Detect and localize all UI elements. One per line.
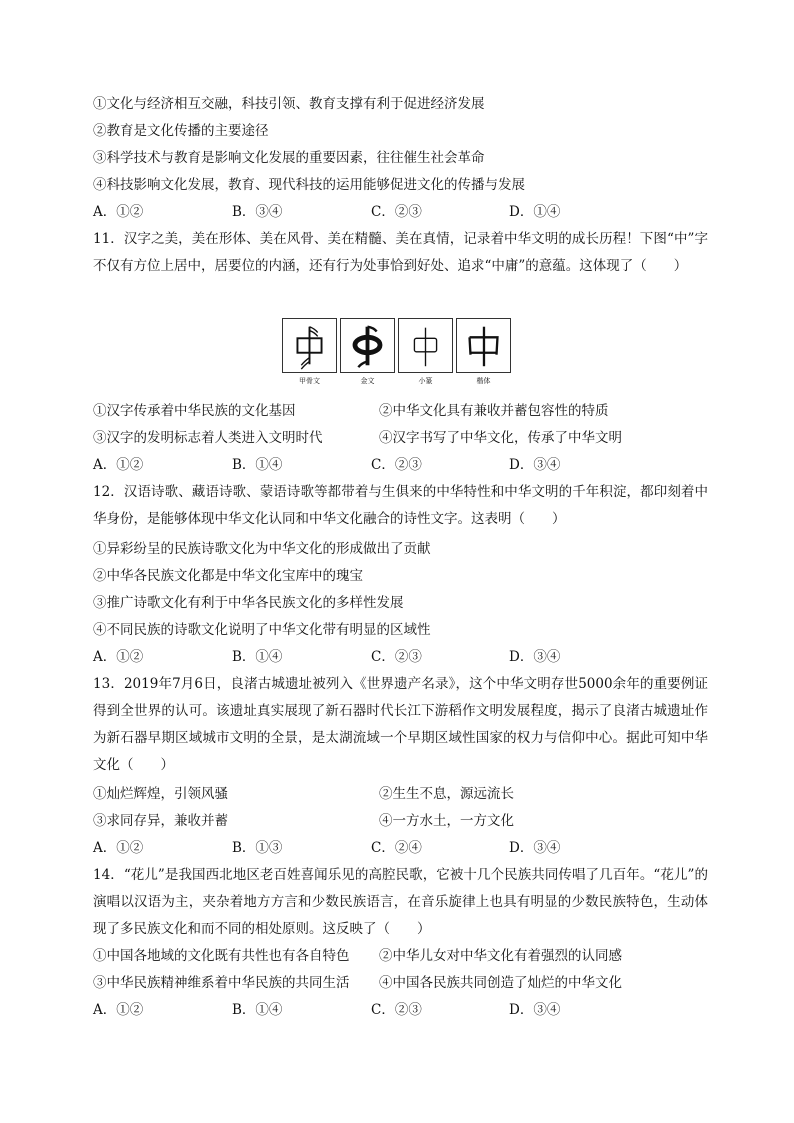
q11-option-c: C．②③ — [371, 457, 422, 473]
q12-stem: 12．汉语诗歌、藏语诗歌、蒙语诗歌等都带着与生俱来的中华特性和中华文明的千年积淀，都印刻着中华身份，是能够体现中华文化认同和中华文化融合的诗性文字。这表明（ ） — [93, 484, 708, 527]
q12-option-b: B．①④ — [232, 649, 283, 665]
q10-statement-2: ②教育是文化传播的主要途径 — [93, 123, 269, 139]
q14-option-d: D．③④ — [509, 1002, 561, 1018]
q10-option-d: D．①④ — [509, 204, 561, 220]
caption-bronze-script: 金文 — [360, 377, 375, 385]
q10-option-c: C．②③ — [371, 204, 422, 220]
q11-option-b: B．①④ — [232, 457, 283, 473]
q13-statement-4: ④一方水土，一方文化 — [379, 813, 514, 829]
caption-small-seal: 小篆 — [418, 377, 433, 385]
q13-option-b: B．①③ — [232, 840, 283, 856]
oracle-bone-zhong-glyph — [282, 318, 337, 373]
q13-statement-1: ①灿烂辉煌，引领风骚 — [93, 786, 228, 802]
q11-statement-2: ②中华文化具有兼收并蓄包容性的特质 — [379, 403, 609, 419]
q10-statement-3: ③科学技术与教育是影响文化发展的重要因素，往往催生社会革命 — [93, 150, 485, 166]
q13-option-d: D．③④ — [509, 840, 561, 856]
q14-statement-2: ②中华儿女对中华文化有着强烈的认同感 — [379, 948, 622, 964]
q14-statement-4: ④中国各民族共同创造了灿烂的中华文化 — [379, 975, 622, 991]
q14-option-b: B．①④ — [232, 1002, 283, 1018]
bronze-script-zhong-glyph — [340, 318, 395, 373]
q14-option-a: A．①② — [93, 1002, 144, 1018]
q12-option-a: A．①② — [93, 649, 144, 665]
small-seal-zhong-glyph — [398, 318, 453, 373]
q12-statement-4: ④不同民族的诗歌文化说明了中华文化带有明显的区域性 — [93, 622, 431, 638]
q14-statement-1: ①中国各地域的文化既有共性也有各自特色 — [93, 948, 350, 964]
q14-stem: 14．“花儿”是我国西北地区老百姓喜闻乐见的高腔民歌，它被十几个民族共同传唱了几百年。“花儿”的演唱以汉语为主，夹杂着地方方言和少数民族语言，在音乐旋律上也具有明显的少数民族特色，生动体现了多民族文化和而不同的相处原则。这反映了（ ） — [93, 867, 708, 937]
caption-regular-script: 楷体 — [476, 377, 491, 385]
q11-statement-4: ④汉字书写了中华文化，传承了中华文明 — [379, 430, 622, 446]
q14-statement-3: ③中华民族精神维系着中华民族的共同生活 — [93, 975, 350, 991]
q12-statement-2: ②中华各民族文化都是中华文化宝库中的瑰宝 — [93, 568, 363, 584]
q13-stem: 13．2019年7月6日，良渚古城遗址被列入《世界遗产名录》，这个中华文明存世5000余年的重要例证得到全世界的认可。该遗址真实展现了新石器时代长江下游稻作文明发展程度，揭示了良渚古城遗址作为新石器早期区域城市文明的全景，是太湖流域一个早期区域性国家的权力与信仰中心。据此可知中华文化（ ） — [93, 676, 708, 773]
q11-option-a: A．①② — [93, 457, 144, 473]
caption-oracle-bone: 甲骨文 — [299, 377, 320, 385]
q11-option-d: D．③④ — [509, 457, 561, 473]
q11-statement-3: ③汉字的发明标志着人类进入文明时代 — [93, 430, 323, 446]
q12-statement-3: ③推广诗歌文化有利于中华各民族文化的多样性发展 — [93, 595, 404, 611]
q12-option-d: D．③④ — [509, 649, 561, 665]
q10-option-b: B．③④ — [232, 204, 283, 220]
q13-option-c: C．②④ — [371, 840, 422, 856]
q12-statement-1: ①异彩纷呈的民族诗歌文化为中华文化的形成做出了贡献 — [93, 541, 431, 557]
q10-statement-4: ④科技影响文化发展，教育、现代科技的运用能够促进文化的传播与发展 — [93, 177, 525, 193]
regular-script-zhong-glyph — [456, 318, 511, 373]
q13-statement-2: ②生生不息，源远流长 — [379, 786, 514, 802]
q13-option-a: A．①② — [93, 840, 144, 856]
q10-statement-1: ①文化与经济相互交融，科技引领、教育支撑有利于促进经济发展 — [93, 96, 485, 112]
q11-statement-1: ①汉字传承着中华民族的文化基因 — [93, 403, 296, 419]
q11-stem: 11．汉字之美，美在形体、美在风骨、美在精髓、美在真情，记录着中华文明的成长历程！下图“中”字不仅有方位上居中，居要位的内涵，还有行为处事恰到好处、追求“中庸”的意蕴。这体现了（ ） — [93, 231, 708, 274]
q12-option-c: C．②③ — [371, 649, 422, 665]
q13-statement-3: ③求同存异，兼收并蓄 — [93, 813, 228, 829]
q10-option-a: A．①② — [93, 204, 144, 220]
zhong-character-figure — [282, 318, 514, 388]
q14-option-c: C．②③ — [371, 1002, 422, 1018]
